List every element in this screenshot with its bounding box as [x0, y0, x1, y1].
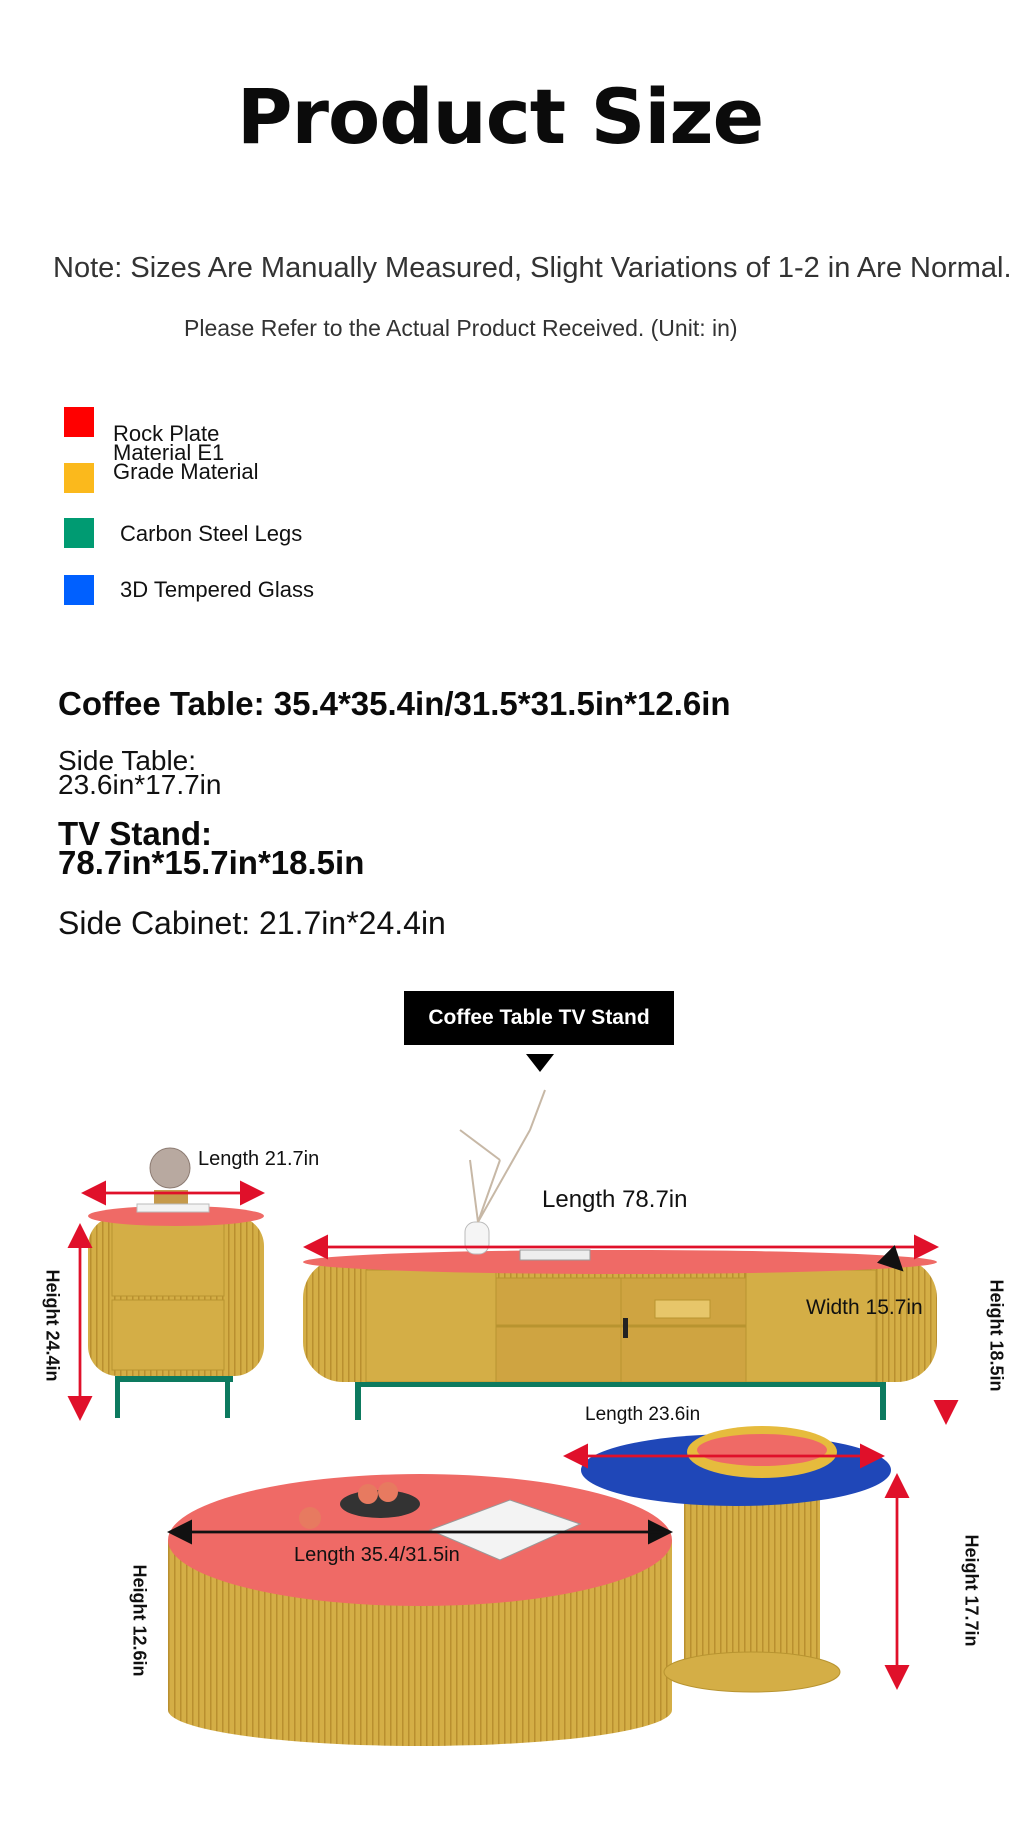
legend-label-rock-plate: Rock Plate: [113, 421, 220, 446]
legend-swatch-carbon-steel: [64, 518, 94, 548]
page-title: Product Size: [236, 72, 764, 161]
side-cabinet: [88, 1148, 264, 1418]
label-side-height: Height 17.7in: [961, 1534, 982, 1647]
spec-side-table-line1: Side Table:: [58, 745, 197, 776]
label-tv-width: Width 15.7in: [806, 1296, 923, 1319]
tv-stand: [303, 1090, 937, 1420]
spec-tv-stand-line2: 78.7in*15.7in*18.5in: [58, 844, 365, 881]
label-cabinet-length: Length 21.7in: [198, 1148, 320, 1170]
label-tv-height: Height 18.5in: [986, 1279, 1007, 1392]
spec-tv-stand-line1: TV Stand:: [58, 815, 212, 852]
material-legend: [0, 400, 400, 620]
legend-swatch-rock-plate: [64, 407, 94, 437]
coffee-table: [168, 1474, 672, 1746]
spec-side-cabinet: Side Cabinet: 21.7in*24.4in: [58, 905, 446, 941]
measurement-note: Note: Sizes Are Manually Measured, Slight Variations of 1-2 in Are Normal.: [53, 252, 1012, 284]
label-coffee-length: Length 35.4/31.5in: [294, 1544, 460, 1566]
legend-label-carbon-steel: Carbon Steel Legs: [120, 521, 303, 546]
legend-swatch-tempered-glass: [64, 575, 94, 605]
furniture-illustration: [0, 1070, 1000, 1770]
label-side-length: Length 23.6in: [585, 1404, 701, 1425]
spec-coffee-table: Coffee Table: 35.4*35.4in/31.5*31.5in*12.6in: [58, 685, 731, 722]
callout-banner: Coffee Table TV Stand: [404, 991, 674, 1045]
legend-label-tempered-glass: 3D Tempered Glass: [120, 577, 315, 602]
label-coffee-height: Height 12.6in: [129, 1564, 150, 1677]
label-cabinet-height: Height 24.4in: [42, 1269, 63, 1382]
legend-label-e1-material: Material E1 Grade Material: [113, 440, 259, 484]
label-tv-length: Length 78.7in: [542, 1186, 688, 1213]
unit-note: Please Refer to the Actual Product Received. (Unit: in): [184, 315, 738, 341]
legend-swatch-e1-material: [64, 463, 94, 493]
spec-side-table-line2: 23.6in*17.7in: [58, 769, 222, 800]
